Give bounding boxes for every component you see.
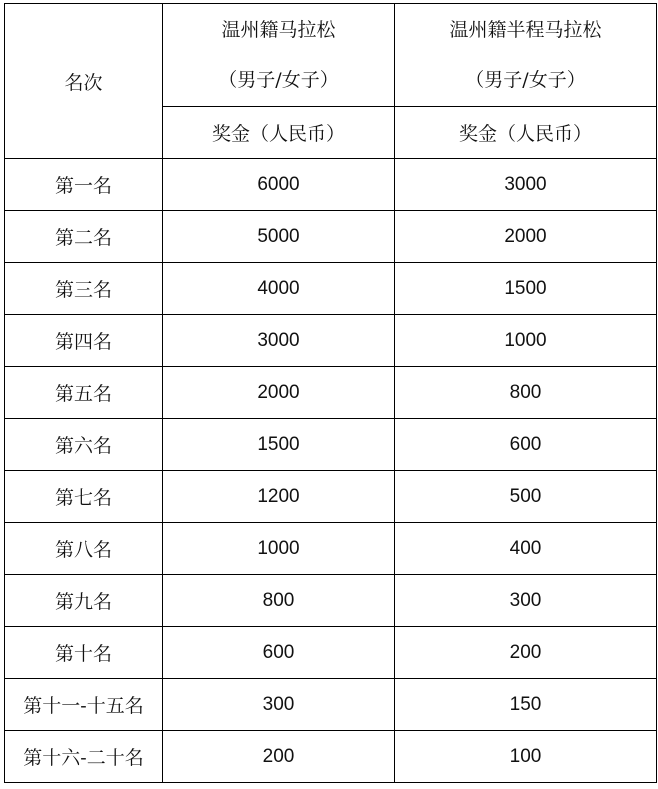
table-row xyxy=(5,627,657,679)
full-marathon-prize-cell: 800 xyxy=(163,575,395,627)
full-marathon-column-header xyxy=(163,4,395,107)
half-marathon-prize-cell: 100 xyxy=(395,731,657,783)
full-marathon-prize-cell: 5000 xyxy=(163,211,395,263)
full-marathon-prize-cell: 4000 xyxy=(163,263,395,315)
full-marathon-prize-cell: 300 xyxy=(163,679,395,731)
half-marathon-title: 温州籍半程马拉松 xyxy=(449,19,602,41)
rank-cell: 第三名 xyxy=(5,263,163,315)
half-marathon-prize-cell: 500 xyxy=(395,471,657,523)
half-marathon-gender: （男子/女子） xyxy=(465,69,586,91)
table-row xyxy=(5,315,657,367)
half-marathon-prize-cell: 1500 xyxy=(395,263,657,315)
full-marathon-prize-cell: 3000 xyxy=(163,315,395,367)
rank-cell: 第二名 xyxy=(5,211,163,263)
full-marathon-prize-cell: 6000 xyxy=(163,159,395,211)
rank-cell: 第四名 xyxy=(5,315,163,367)
table-row xyxy=(5,731,657,783)
half-marathon-prize-cell: 3000 xyxy=(395,159,657,211)
table-row xyxy=(5,159,657,211)
table-row xyxy=(5,679,657,731)
full-marathon-prize-cell: 1000 xyxy=(163,523,395,575)
full-marathon-prize-cell: 1500 xyxy=(163,419,395,471)
table-row xyxy=(5,263,657,315)
table-row xyxy=(5,471,657,523)
full-marathon-prize-cell: 600 xyxy=(163,627,395,679)
table-row xyxy=(5,367,657,419)
rank-cell: 第七名 xyxy=(5,471,163,523)
rank-cell: 第十名 xyxy=(5,627,163,679)
rank-cell: 第八名 xyxy=(5,523,163,575)
full-marathon-title: 温州籍马拉松 xyxy=(221,19,336,41)
rank-cell: 第一名 xyxy=(5,159,163,211)
table-row xyxy=(5,523,657,575)
table-row xyxy=(5,419,657,471)
full-marathon-prize-cell: 2000 xyxy=(163,367,395,419)
full-marathon-prize-cell: 1200 xyxy=(163,471,395,523)
rank-cell: 第十一-十五名 xyxy=(5,679,163,731)
full-marathon-gender: （男子/女子） xyxy=(218,69,339,91)
half-marathon-prize-cell: 800 xyxy=(395,367,657,419)
rank-cell: 第十六-二十名 xyxy=(5,731,163,783)
table-body xyxy=(5,159,657,783)
rank-cell: 第九名 xyxy=(5,575,163,627)
rank-column-header: 名次 xyxy=(5,4,163,159)
rank-cell: 第六名 xyxy=(5,419,163,471)
full-marathon-prize-label: 奖金（人民币） xyxy=(163,107,395,159)
half-marathon-prize-cell: 400 xyxy=(395,523,657,575)
full-marathon-prize-cell: 200 xyxy=(163,731,395,783)
prize-table xyxy=(4,3,657,783)
rank-cell: 第五名 xyxy=(5,367,163,419)
half-marathon-prize-label: 奖金（人民币） xyxy=(395,107,657,159)
half-marathon-prize-cell: 600 xyxy=(395,419,657,471)
table-row xyxy=(5,575,657,627)
table-row xyxy=(5,211,657,263)
half-marathon-prize-cell: 150 xyxy=(395,679,657,731)
half-marathon-prize-cell: 300 xyxy=(395,575,657,627)
half-marathon-prize-cell: 1000 xyxy=(395,315,657,367)
table-header-row xyxy=(5,4,657,107)
half-marathon-prize-cell: 200 xyxy=(395,627,657,679)
half-marathon-column-header xyxy=(395,4,657,107)
half-marathon-prize-cell: 2000 xyxy=(395,211,657,263)
